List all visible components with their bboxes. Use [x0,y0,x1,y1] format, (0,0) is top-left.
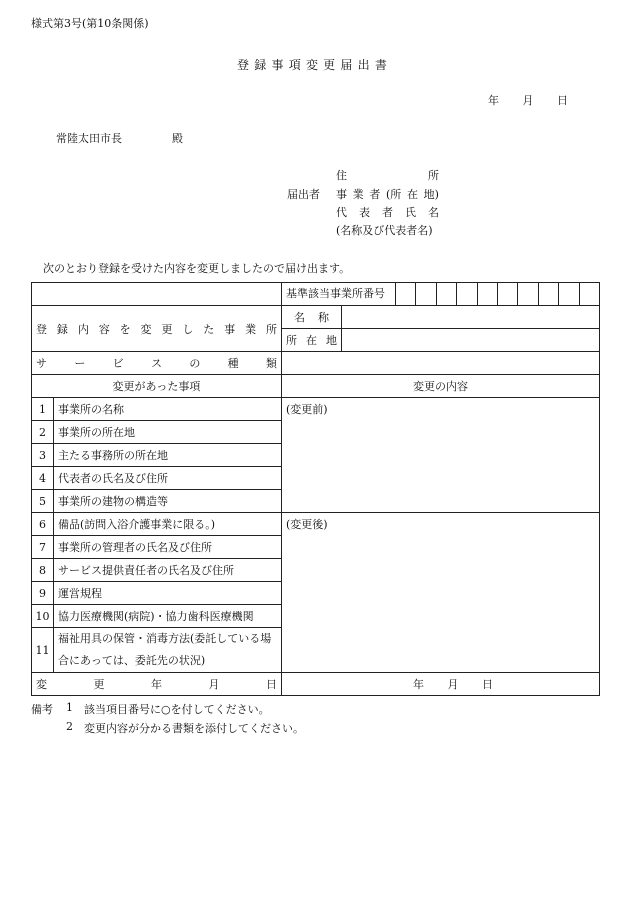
change-date-field[interactable] [282,673,600,696]
office-number-digit-box[interactable] [437,283,457,305]
table-row: 5 事業所の建物の構造等 [32,490,600,513]
title-char: 変 [305,58,318,72]
office-number-digit-box[interactable] [457,283,477,305]
date-year: 年 [488,94,499,107]
notifier-address-label: 住 所 [336,169,439,182]
header-row [32,375,600,398]
change-date-value: 年 月 日 [413,678,493,691]
changed-office-row-name [32,306,600,329]
changed-office-char: 事 [224,322,236,336]
remark-number: 2 [66,720,73,733]
service-type-char: ビ [112,357,124,370]
table-row: 8 サービス提供責任者の氏名及び住所 [32,559,600,582]
title-char: 項 [288,58,301,72]
table-row: 2 事業所の所在地 [32,421,600,444]
service-type-char: 種 [227,357,239,370]
changed-office-char: し [182,322,194,336]
service-type-char: 類 [265,357,277,370]
service-type-label [36,355,277,371]
title-char: 届 [340,58,353,72]
office-name-field[interactable] [342,306,600,329]
remarks-label: 備考 [31,703,53,716]
after-label: (変更後) [286,518,328,531]
changed-office-char: 録 [56,322,68,336]
service-type-row [32,352,600,375]
remark-number: 1 [66,701,73,714]
header-items: 変更があった事項 [32,375,282,398]
table-row: 6 備品(訪問入浴介護事業に限る。) (変更後) [32,513,600,536]
title-char: 事 [271,58,284,72]
change-date-char: 変 [36,678,47,691]
remark-text: 該当項目番号に○を付してください。 [84,703,270,716]
notifier-label: 届出者 [287,188,320,201]
table-row: 1 事業所の名称 (変更前) [32,398,600,421]
change-date-char: 日 [266,678,277,691]
notifier-note: (名称及び代表者名) [336,224,433,237]
table-row: 11 福祉用具の保管・消毒方法(委託している場合にあっては、委託先の状況) [32,628,600,673]
table-row: 9 運営規程 [32,582,600,605]
service-type-char: サ [36,357,47,370]
changed-office-char: 更 [161,322,173,336]
honorific: 殿 [172,132,183,145]
service-type-field[interactable] [282,352,600,375]
changed-office-char: を [119,322,131,336]
remark-text: 変更内容が分かる書類を添付してください。 [84,722,304,735]
before-content-field[interactable] [282,398,600,513]
table-row: 4 代表者の氏名及び住所 [32,467,600,490]
before-label: (変更前) [286,403,328,416]
service-type-char: ス [150,357,162,370]
title-char: 録 [254,58,267,72]
service-type-char: の [189,357,201,370]
document-title [237,56,387,73]
title-char: 書 [374,58,387,72]
date-day: 日 [557,94,568,107]
change-date-char: 更 [93,678,105,691]
change-date-row [32,673,600,696]
table-row: 3 主たる事務所の所在地 [32,444,600,467]
change-form-table [31,282,600,696]
date-line [488,92,568,108]
change-date-char: 年 [151,678,162,691]
after-content-field[interactable] [282,513,600,673]
change-date-char: 月 [208,678,220,691]
intro-text: 次のとおり登録を受けた内容を変更しましたので届け出ます。 [43,262,351,275]
office-number-row [32,283,600,306]
changed-office-label [36,321,277,337]
office-number-digit-box[interactable] [478,283,498,305]
title-char: 更 [323,58,336,72]
service-type-char: ー [74,357,86,370]
table-row: 10 協力医療機関(病院)・協力歯科医療機関 [32,605,600,628]
changed-office-char: 変 [140,322,152,336]
office-number-label: 基準該当事業所番号 [282,283,396,305]
changed-office-char: 内 [77,322,89,336]
office-number-digit-box[interactable] [580,283,599,305]
notifier-business-label: 事 業 者 (所 在 地) [336,188,439,201]
office-location-field[interactable] [342,329,600,352]
date-month: 月 [522,94,534,107]
notifier-representative-label: 代 表 者 氏 名 [336,206,439,219]
office-number-digit-box[interactable] [539,283,559,305]
changed-office-char: 所 [265,322,277,336]
changed-office-char: 業 [245,322,257,336]
changed-office-char: た [203,322,215,336]
office-number-digit-box[interactable] [396,283,416,305]
office-number-boxes [396,283,599,305]
header-content: 変更の内容 [282,375,600,398]
office-number-digit-box[interactable] [416,283,436,305]
changed-office-char: 容 [98,322,110,336]
office-number-digit-box[interactable] [498,283,518,305]
form-label: 様式第3号(第10条関係) [31,17,149,30]
location-label: 所 在 地 [286,334,337,347]
title-char: 出 [357,58,370,72]
addressee: 常陸太田市長 [56,132,122,145]
name-label: 名 称 [294,311,329,324]
changed-office-char: 登 [36,322,47,336]
table-row: 7 事業所の管理者の氏名及び住所 [32,536,600,559]
title-char: 登 [237,58,250,72]
office-number-digit-box[interactable] [518,283,538,305]
change-date-label [36,676,277,692]
office-number-digit-box[interactable] [559,283,579,305]
